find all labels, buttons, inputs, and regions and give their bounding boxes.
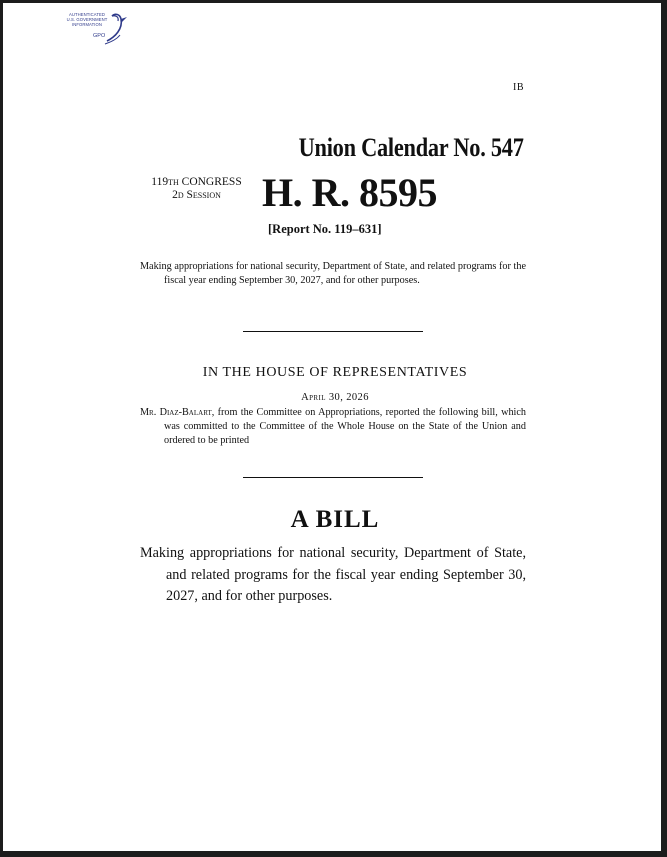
seal-text: AUTHENTICATED U.S. GOVERNMENT INFORMATION — [66, 12, 108, 27]
action-statement — [140, 406, 526, 449]
bill-status-code: IB — [513, 82, 524, 93]
seal-gpo-label: GPO — [93, 33, 106, 39]
congress-session — [140, 176, 253, 202]
gpo-authentication-seal — [61, 11, 133, 45]
action-text: from the Committee on Appropriations, reported the following bill, which was committed to the Committee of the Whole House on the State of the Union and ordered to be printed — [164, 407, 527, 447]
sponsor-name: Mr. Diaz-Balart, — [140, 407, 215, 418]
divider — [243, 331, 423, 332]
report-number: [Report No. 119–631] — [268, 222, 382, 236]
session-label: 2d Session — [172, 189, 221, 201]
action-date: April 30, 2026 — [301, 392, 369, 403]
union-calendar-number: Union Calendar No. 547 — [298, 133, 524, 162]
congress-label: 119th CONGRESS — [151, 176, 242, 188]
document-page — [3, 3, 661, 851]
bill-heading: A BILL — [290, 506, 380, 533]
chamber-heading: IN THE HOUSE OF REPRESENTATIVES — [202, 365, 468, 380]
bill-number: H. R. 8595 — [262, 170, 437, 215]
bill-summary: Making appropriations for national security, Department of State, and related programs for the fiscal year ending September 30, 2027, and for other purposes. — [140, 261, 526, 287]
bill-title: Making appropriations for national security, Department of State, and related programs for the fiscal year ending September 30, 2027, and for other purposes. — [140, 545, 526, 604]
eagle-icon — [101, 11, 131, 45]
divider — [243, 477, 423, 478]
